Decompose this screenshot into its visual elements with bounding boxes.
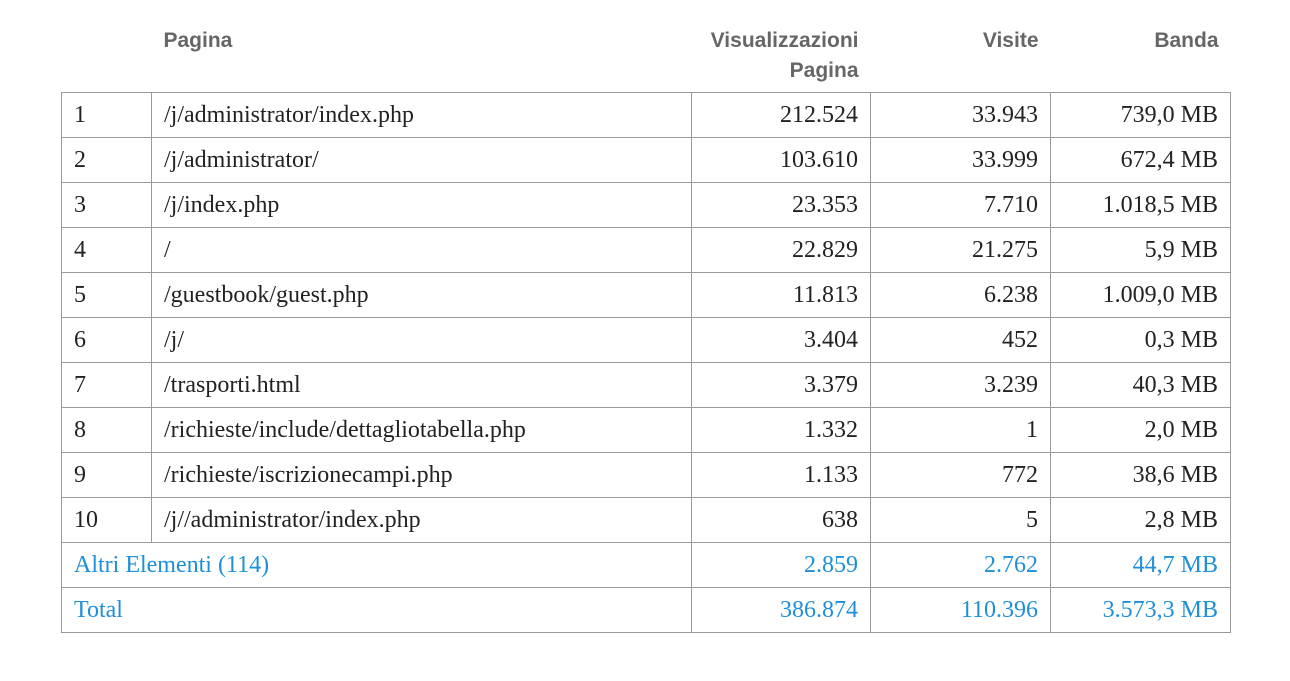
row-page: /j/index.php <box>152 183 692 228</box>
row-views: 11.813 <box>692 273 871 318</box>
row-rank: 10 <box>62 498 152 543</box>
row-bandwidth: 739,0 MB <box>1051 93 1231 138</box>
header-page-views-line1: Visualizzazioni <box>710 29 859 52</box>
row-page: /richieste/iscrizionecampi.php <box>152 453 692 498</box>
row-bandwidth: 5,9 MB <box>1051 228 1231 273</box>
table-row <box>62 363 1231 408</box>
total-bandwidth: 3.573,3 MB <box>1051 588 1231 633</box>
row-page: /richieste/include/dettagliotabella.php <box>152 408 692 453</box>
row-views: 3.379 <box>692 363 871 408</box>
row-views: 22.829 <box>692 228 871 273</box>
row-visits: 772 <box>871 453 1051 498</box>
table-row <box>62 138 1231 183</box>
row-page: /j/administrator/index.php <box>152 93 692 138</box>
row-bandwidth: 2,0 MB <box>1051 408 1231 453</box>
row-rank: 4 <box>62 228 152 273</box>
pages-stats-table <box>61 20 1231 633</box>
row-visits: 33.999 <box>871 138 1051 183</box>
row-bandwidth: 672,4 MB <box>1051 138 1231 183</box>
header-rank <box>62 20 152 93</box>
row-views: 23.353 <box>692 183 871 228</box>
row-rank: 3 <box>62 183 152 228</box>
row-views: 1.133 <box>692 453 871 498</box>
header-bandwidth: Banda <box>1154 29 1219 52</box>
row-visits: 1 <box>871 408 1051 453</box>
row-visits: 3.239 <box>871 363 1051 408</box>
row-bandwidth: 40,3 MB <box>1051 363 1231 408</box>
row-rank: 1 <box>62 93 152 138</box>
table-row <box>62 498 1231 543</box>
row-views: 103.610 <box>692 138 871 183</box>
row-rank: 6 <box>62 318 152 363</box>
row-page: / <box>152 228 692 273</box>
row-page: /guestbook/guest.php <box>152 273 692 318</box>
others-label: Altri Elementi (114) <box>62 543 692 588</box>
row-page: /j//administrator/index.php <box>152 498 692 543</box>
table-row <box>62 273 1231 318</box>
total-visits: 110.396 <box>871 588 1051 633</box>
row-views: 1.332 <box>692 408 871 453</box>
total-label: Total <box>62 588 692 633</box>
pages-stats-table-wrapper <box>61 20 1230 633</box>
row-bandwidth: 0,3 MB <box>1051 318 1231 363</box>
row-bandwidth: 1.009,0 MB <box>1051 273 1231 318</box>
total-row <box>62 588 1231 633</box>
total-views: 386.874 <box>692 588 871 633</box>
table-row <box>62 318 1231 363</box>
row-page: /trasporti.html <box>152 363 692 408</box>
header-visits: Visite <box>982 29 1039 52</box>
row-bandwidth: 38,6 MB <box>1051 453 1231 498</box>
row-visits: 33.943 <box>871 93 1051 138</box>
row-visits: 5 <box>871 498 1051 543</box>
row-rank: 8 <box>62 408 152 453</box>
others-row <box>62 543 1231 588</box>
others-bandwidth: 44,7 MB <box>1051 543 1231 588</box>
row-rank: 5 <box>62 273 152 318</box>
table-row <box>62 228 1231 273</box>
others-visits: 2.762 <box>871 543 1051 588</box>
row-views: 3.404 <box>692 318 871 363</box>
row-visits: 7.710 <box>871 183 1051 228</box>
row-rank: 7 <box>62 363 152 408</box>
row-page: /j/administrator/ <box>152 138 692 183</box>
row-bandwidth: 1.018,5 MB <box>1051 183 1231 228</box>
row-visits: 6.238 <box>871 273 1051 318</box>
row-rank: 2 <box>62 138 152 183</box>
row-visits: 452 <box>871 318 1051 363</box>
row-visits: 21.275 <box>871 228 1051 273</box>
row-page: /j/ <box>152 318 692 363</box>
header-page-views-line2: Pagina <box>789 59 859 82</box>
table-row <box>62 453 1231 498</box>
table-header-row <box>62 20 1231 93</box>
table-row <box>62 408 1231 453</box>
row-rank: 9 <box>62 453 152 498</box>
row-bandwidth: 2,8 MB <box>1051 498 1231 543</box>
table-row <box>62 93 1231 138</box>
row-views: 212.524 <box>692 93 871 138</box>
row-views: 638 <box>692 498 871 543</box>
header-page-views <box>692 20 871 93</box>
others-views: 2.859 <box>692 543 871 588</box>
table-row <box>62 183 1231 228</box>
header-page: Pagina <box>163 29 233 52</box>
